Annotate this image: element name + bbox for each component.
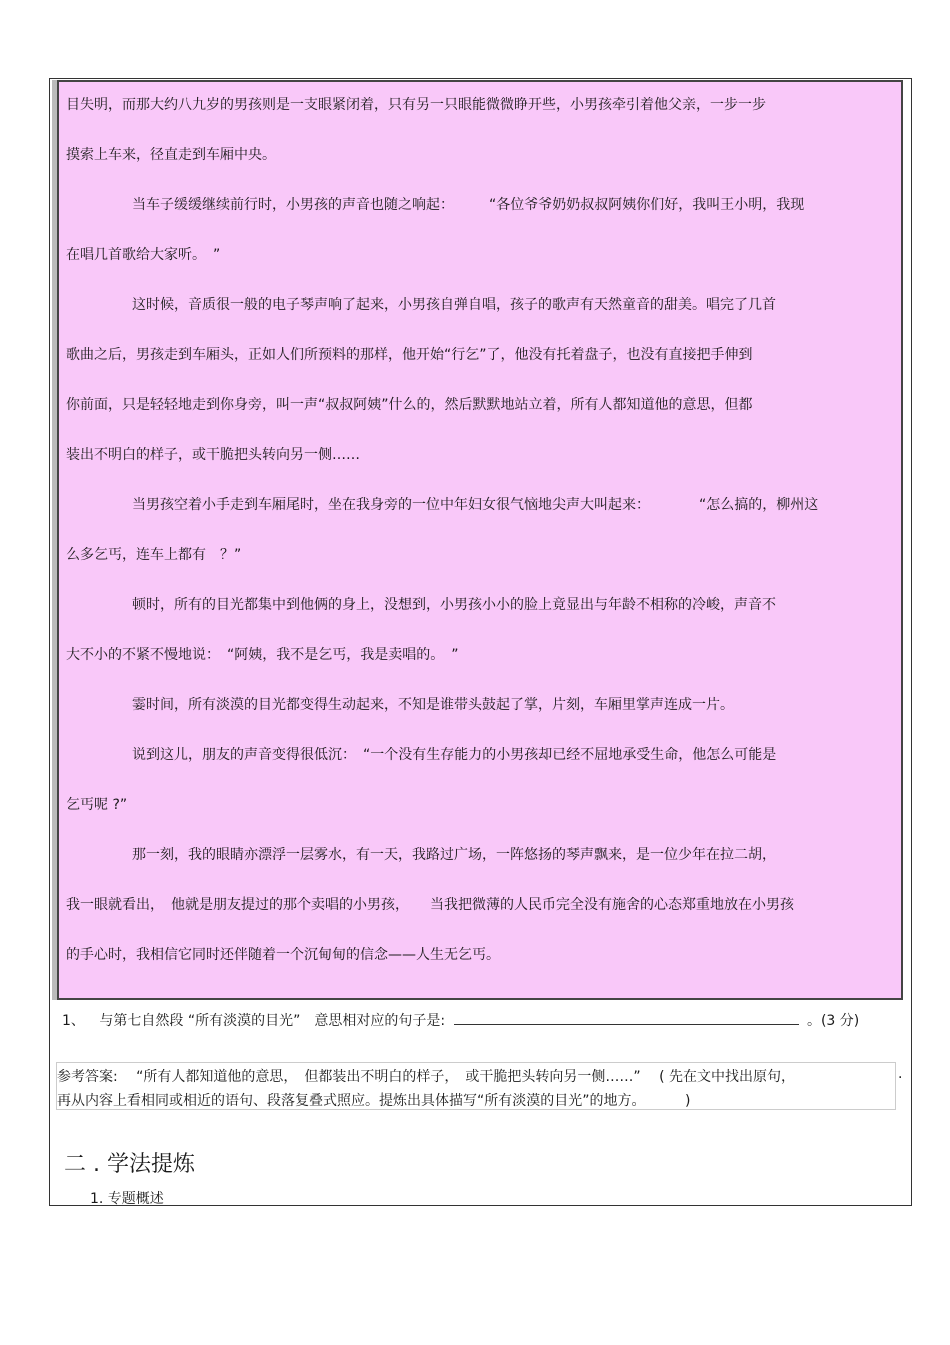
section-subtitle: 1. 专题概述	[90, 1191, 164, 1207]
question-1	[62, 1010, 859, 1030]
question-score: 。(3 分)	[806, 1013, 860, 1029]
passage-line: 说到这儿，朋友的声音变得很低沉： “一个没有生存能力的小男孩却已经不屈地承受生命，他怎么可能是	[132, 747, 777, 763]
answer-line-1: 参考答案: “所有人都知道他的意思， 但都装出不明白的样子， 或干脆把头转向另一侧……” ( 先在文中找出原句，	[57, 1069, 796, 1085]
passage-line: 乞丐呢 ?”	[66, 797, 128, 813]
passage-line: 摸索上车来，径直走到车厢中央。	[66, 147, 276, 163]
answer-line-2: 再从内容上看相同或相近的语句、段落复叠式照应。提炼出具体描写“所有淡漠的目光”的地方。 )	[57, 1093, 691, 1109]
section-title: 二 . 学法提炼	[64, 1152, 195, 1177]
answer-line-1-end: .	[898, 1066, 903, 1082]
passage-line: 顿时，所有的目光都集中到他俩的身上，没想到，小男孩小小的脸上竟显出与年龄不相称的冷峻，声音不	[132, 597, 776, 613]
passage-line: 么多乞丐，连车上都有 ？”	[66, 547, 242, 563]
passage-line: 当男孩空着小手走到车厢尾时，坐在我身旁的一位中年妇女很气恼地尖声大叫起来： “怎么搞的，柳州这	[132, 497, 819, 513]
passage-line: 目失明，而那大约八九岁的男孩则是一支眼紧闭着，只有另一只眼能微微睁开些，小男孩牵引着他父亲，一步一步	[66, 97, 766, 113]
passage-line: 当车子缓缓继续前行时，小男孩的声音也随之响起： “各位爷爷奶奶叔叔阿姨你们好，我叫王小明，我现	[132, 197, 805, 213]
passage-line: 那一刻，我的眼睛亦漂浮一层雾水，有一天，我路过广场，一阵悠扬的琴声飘来，是一位少年在拉二胡，	[132, 847, 776, 863]
passage-line: 歌曲之后，男孩走到车厢头，正如人们所预料的那样，他开始“行乞”了，他没有托着盘子，也没有直接把手伸到	[66, 347, 753, 363]
question-text: 与第七自然段 “所有淡漠的目光” 意思相对应的句子是:	[99, 1013, 446, 1029]
passage-line: 的手心时，我相信它同时还伴随着一个沉甸甸的信念——人生无乞丐。	[66, 947, 500, 963]
passage-line: 我一眼就看出， 他就是朋友提过的那个卖唱的小男孩， 当我把微薄的人民币完全没有施舍的心态郑重地放在小男孩	[66, 897, 794, 913]
question-number: 1、	[62, 1013, 85, 1029]
passage-line: 大不小的不紧不慢地说： “阿姨，我不是乞丐，我是卖唱的。 ”	[66, 647, 459, 663]
passage-line: 这时候，音质很一般的电子琴声响了起来，小男孩自弹自唱，孩子的歌声有天然童音的甜美。唱完了几首	[132, 297, 776, 313]
passage-line: 霎时间，所有淡漠的目光都变得生动起来，不知是谁带头鼓起了掌，片刻，车厢里掌声连成一片。	[132, 697, 734, 713]
answer-blank[interactable]	[454, 1012, 799, 1025]
passage-line: 你前面，只是轻轻地走到你身旁，叫一声“叔叔阿姨”什么的，然后默默地站立着，所有人都知道他的意思，但都	[66, 397, 753, 413]
passage-line: 在唱几首歌给大家听。 ”	[66, 247, 221, 263]
passage-line: 装出不明白的样子，或干脆把头转向另一侧……	[66, 447, 360, 463]
